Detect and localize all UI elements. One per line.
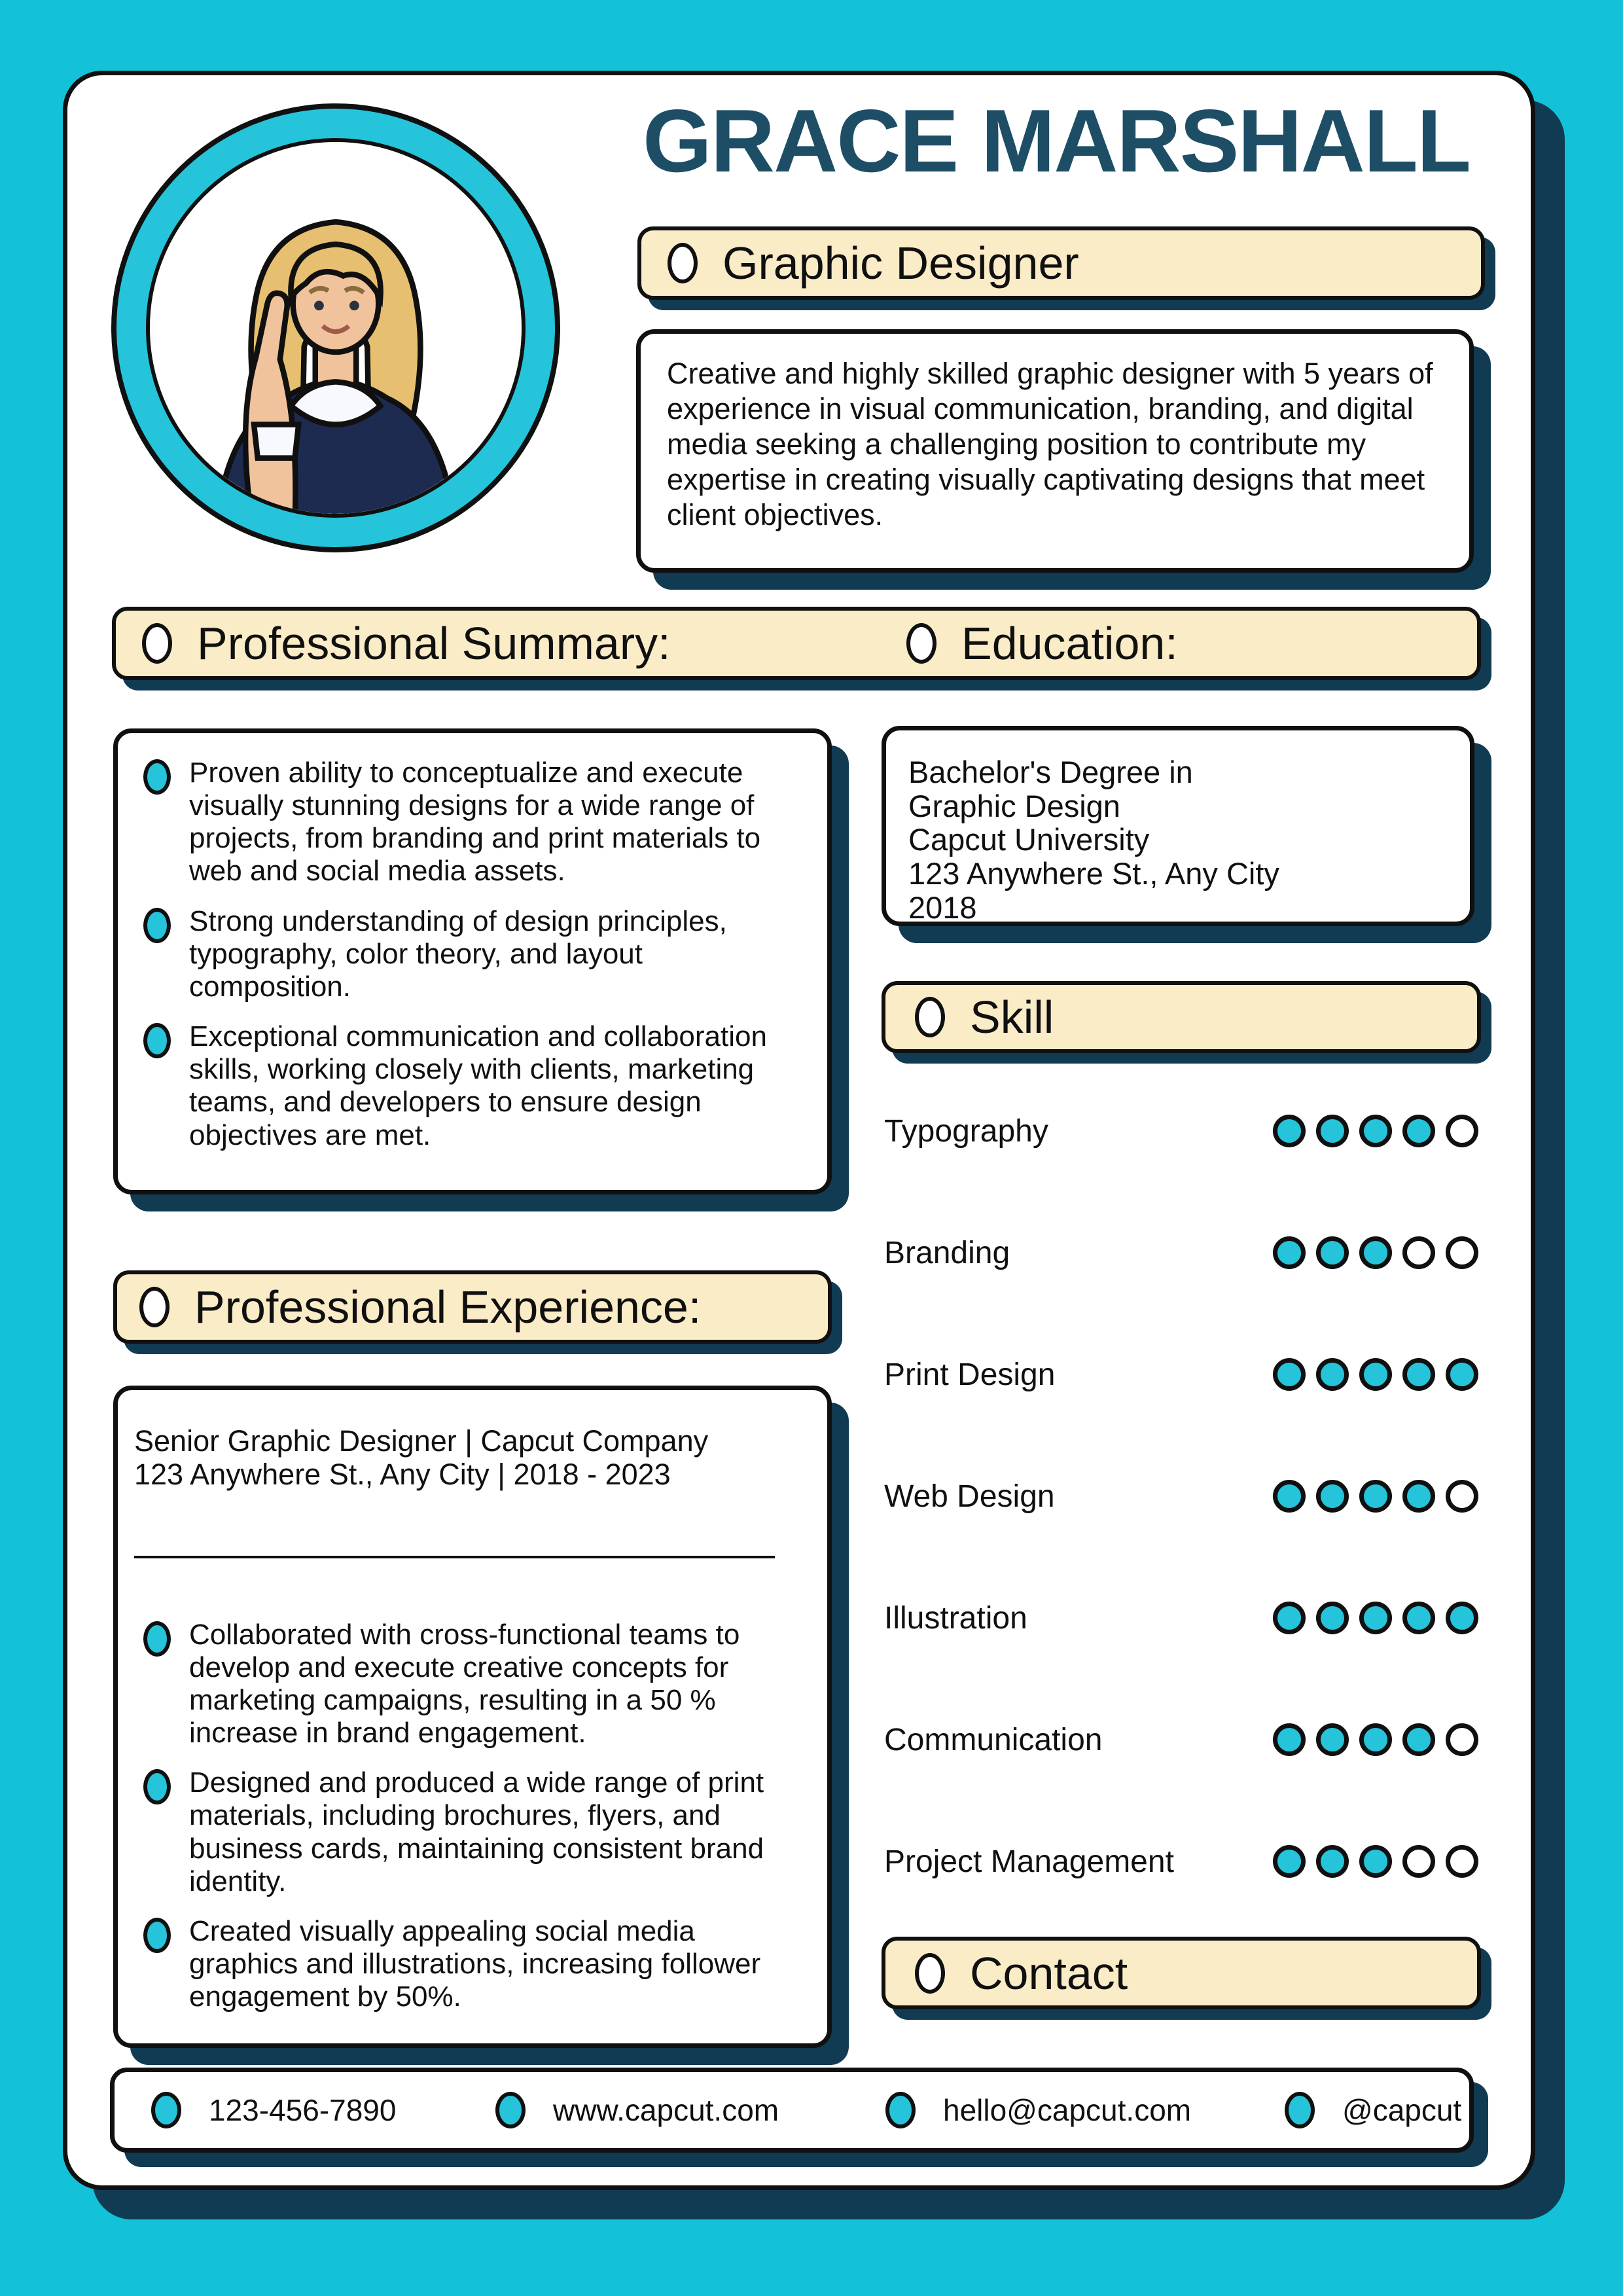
job-title: Senior Graphic Designer | Capcut Company	[134, 1424, 709, 1458]
rating-dot-filled-icon	[1273, 1480, 1306, 1513]
list-item	[134, 1020, 801, 1152]
rating-dot-filled-icon	[1316, 1358, 1349, 1391]
professional-summary-title: Professional Summary:	[197, 618, 671, 669]
skill-header	[882, 981, 1481, 1053]
bullet-text: Strong understanding of design principles, typography, color theory, and layout composition.	[189, 905, 727, 1003]
contact-strip	[110, 2068, 1474, 2153]
rating-dot-filled-icon	[1359, 1480, 1392, 1513]
rating-dot-filled-icon	[1359, 1723, 1392, 1756]
rating-dot-empty-icon	[1402, 1845, 1435, 1878]
contact-header	[882, 1937, 1481, 2009]
bullet-icon	[143, 908, 171, 943]
rating-dot-filled-icon	[1402, 1358, 1435, 1391]
circle-bullet-icon	[915, 997, 945, 1037]
circle-bullet-icon	[139, 1287, 169, 1327]
rating-dot-filled-icon	[1316, 1845, 1349, 1878]
circle-bullet-icon	[142, 623, 172, 664]
skill-rating	[1273, 1602, 1478, 1634]
bullet-text: Designed and produced a wide range of print materials, including brochures, flyers, and business cards, maintaining consistent brand identity.	[189, 1767, 764, 1897]
objective-box	[636, 329, 1474, 573]
contact-bullet-icon	[885, 2092, 916, 2128]
rating-dot-filled-icon	[1273, 1115, 1306, 1147]
skill-label: Print Design	[884, 1357, 1056, 1392]
education-title: Education:	[961, 618, 1178, 669]
list-item	[134, 1915, 804, 2013]
contact-bullet-icon	[1285, 2092, 1315, 2128]
circle-bullet-icon	[906, 623, 936, 664]
contact-bullet-icon	[151, 2092, 181, 2128]
bullet-text: Created visually appealing social media graphics and illustrations, increasing follower engagement by 50%.	[189, 1914, 761, 2013]
rating-dot-filled-icon	[1402, 1602, 1435, 1634]
rating-dot-filled-icon	[1446, 1602, 1478, 1634]
bullet-icon	[143, 1918, 171, 1953]
list-item	[134, 1619, 804, 1750]
rating-dot-filled-icon	[1316, 1236, 1349, 1269]
rating-dot-empty-icon	[1446, 1115, 1478, 1147]
rating-dot-filled-icon	[1402, 1723, 1435, 1756]
contact-title: Contact	[970, 1947, 1128, 1999]
contact-website[interactable]	[495, 2072, 779, 2148]
rating-dot-filled-icon	[1273, 1236, 1306, 1269]
list-item	[134, 1767, 804, 1898]
skill-rating	[1273, 1236, 1478, 1269]
education-header	[906, 611, 1178, 676]
bullet-icon	[143, 1769, 171, 1804]
section-header-bar	[112, 607, 1481, 680]
skill-row	[882, 1192, 1481, 1314]
page-title-name: GRACE MARSHALL	[643, 91, 1470, 190]
rating-dot-empty-icon	[1446, 1480, 1478, 1513]
rating-dot-filled-icon	[1402, 1115, 1435, 1147]
rating-dot-filled-icon	[1273, 1358, 1306, 1391]
skill-label: Web Design	[884, 1479, 1055, 1514]
skill-row	[882, 1801, 1481, 1922]
role-banner	[637, 226, 1485, 300]
skill-rating	[1273, 1480, 1478, 1513]
rating-dot-filled-icon	[1359, 1236, 1392, 1269]
profile-photo-illustration	[150, 142, 522, 514]
skill-label: Branding	[884, 1235, 1010, 1270]
contact-phone[interactable]	[151, 2072, 396, 2148]
rating-dot-empty-icon	[1446, 1723, 1478, 1756]
resume-card	[63, 71, 1535, 2190]
professional-summary-header	[142, 611, 671, 676]
rating-dot-filled-icon	[1273, 1845, 1306, 1878]
rating-dot-filled-icon	[1316, 1480, 1349, 1513]
rating-dot-filled-icon	[1359, 1358, 1392, 1391]
rating-dot-empty-icon	[1446, 1236, 1478, 1269]
rating-dot-filled-icon	[1316, 1723, 1349, 1756]
circle-bullet-icon	[668, 243, 698, 283]
contact-email[interactable]	[885, 2072, 1191, 2148]
list-item	[134, 905, 801, 1003]
rating-dot-empty-icon	[1446, 1845, 1478, 1878]
experience-list	[134, 1619, 804, 2014]
experience-box	[113, 1386, 832, 2048]
skill-rating	[1273, 1845, 1478, 1878]
experience-title: Professional Experience:	[194, 1282, 702, 1333]
rating-dot-filled-icon	[1273, 1723, 1306, 1756]
skill-row	[882, 1070, 1481, 1192]
rating-dot-filled-icon	[1446, 1358, 1478, 1391]
rating-dot-filled-icon	[1316, 1115, 1349, 1147]
skill-title: Skill	[970, 992, 1054, 1043]
rating-dot-filled-icon	[1273, 1602, 1306, 1634]
education-box	[882, 726, 1474, 926]
rating-dot-filled-icon	[1359, 1845, 1392, 1878]
bullet-text: Proven ability to conceptualize and execute visually stunning designs for a wide range of projects, from branding and print materials to web and social media assets.	[189, 757, 761, 888]
bullet-icon	[143, 1621, 171, 1657]
contact-text: @capcut	[1342, 2093, 1462, 2127]
skill-label: Illustration	[884, 1600, 1027, 1636]
rating-dot-filled-icon	[1316, 1602, 1349, 1634]
circle-bullet-icon	[915, 1953, 945, 1994]
rating-dot-filled-icon	[1402, 1480, 1435, 1513]
skill-label: Communication	[884, 1722, 1103, 1757]
skill-row	[882, 1679, 1481, 1801]
skill-label: Typography	[884, 1113, 1048, 1149]
bullet-text: Exceptional communication and collaboration skills, working closely with clients, marketing teams, and developers to ensure design objectives are met.	[189, 1020, 767, 1151]
skill-row	[882, 1435, 1481, 1557]
bullet-icon	[143, 759, 171, 795]
profile-photo	[146, 138, 526, 518]
list-item	[134, 757, 801, 888]
rating-dot-filled-icon	[1359, 1602, 1392, 1634]
professional-summary-box	[113, 728, 832, 1194]
skill-row	[882, 1557, 1481, 1679]
bullet-text: Collaborated with cross-functional teams to develop and execute creative concepts for marketing campaigns, resulting in a 50 % increase in brand engagement.	[189, 1618, 740, 1749]
contact-bullet-icon	[495, 2092, 526, 2128]
objective-text: Creative and highly skilled graphic designer with 5 years of experience in visual communication, branding, and digital media seeking a challenging position to contribute my expertise in creating visually captivating designs that meet client objectives.	[667, 357, 1433, 531]
skill-row	[882, 1314, 1481, 1435]
divider-line	[134, 1556, 775, 1558]
contact-text: 123-456-7890	[209, 2093, 397, 2127]
contact-text: www.capcut.com	[553, 2093, 779, 2127]
skill-label: Project Management	[884, 1844, 1174, 1879]
skills-list	[882, 1070, 1481, 1922]
rating-dot-empty-icon	[1402, 1236, 1435, 1269]
bullet-icon	[143, 1023, 171, 1058]
education-details: Bachelor's Degree in Graphic Design Capcut University 123 Anywhere St., Any City 2018	[908, 755, 1279, 925]
experience-header	[113, 1270, 832, 1344]
rating-dot-filled-icon	[1359, 1115, 1392, 1147]
job-location-dates: 123 Anywhere St., Any City | 2018 - 2023	[134, 1458, 671, 1492]
skill-rating	[1273, 1115, 1478, 1147]
skill-rating	[1273, 1358, 1478, 1391]
contact-text: hello@capcut.com	[943, 2093, 1192, 2127]
professional-summary-list	[134, 757, 801, 1152]
role-label: Graphic Designer	[722, 238, 1079, 289]
profile-photo-ring	[111, 103, 560, 552]
contact-handle[interactable]	[1285, 2072, 1461, 2148]
skill-rating	[1273, 1723, 1478, 1756]
